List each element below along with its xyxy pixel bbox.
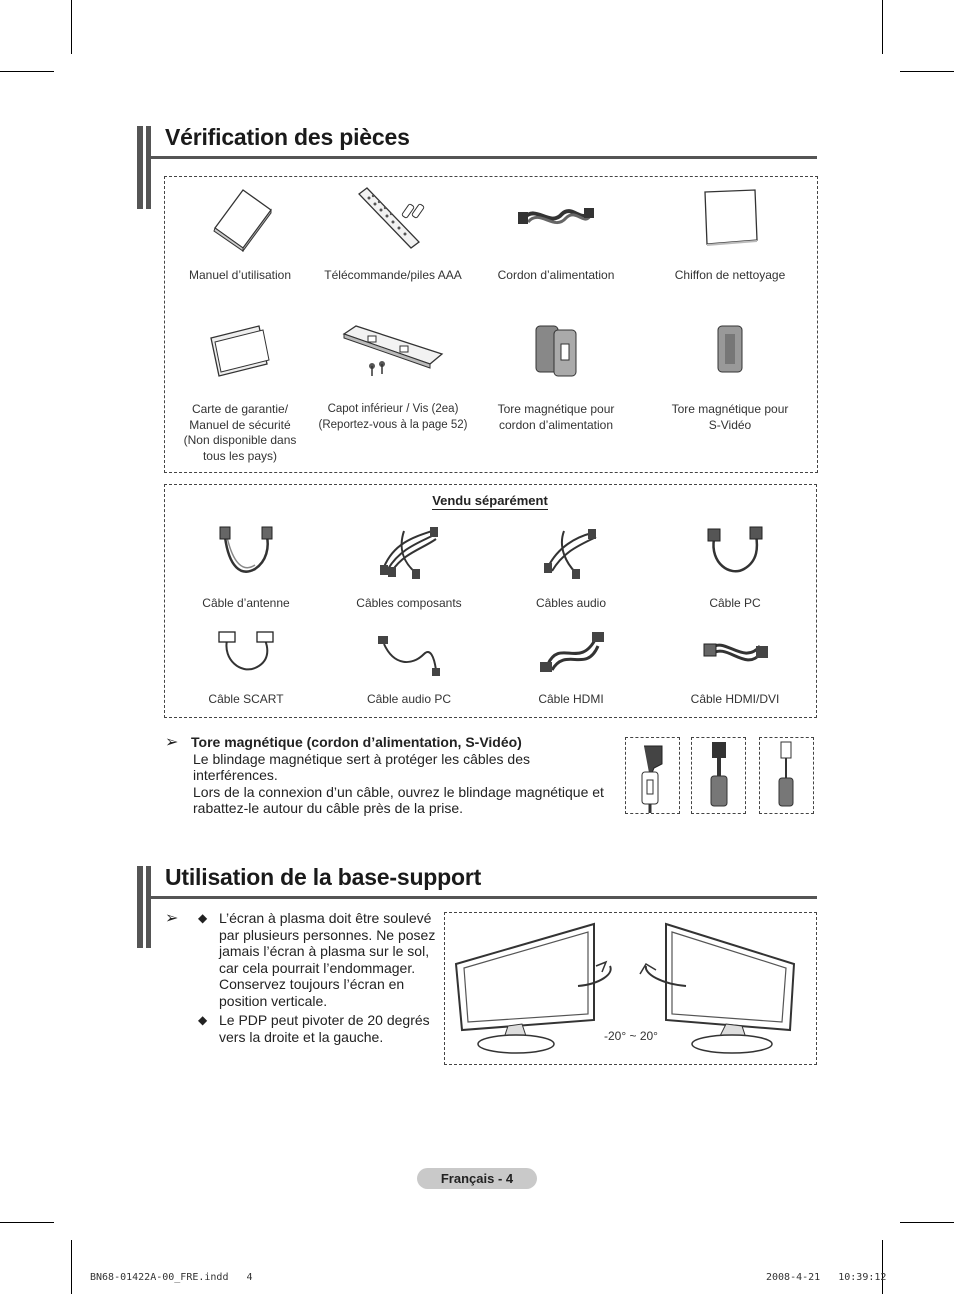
ferrite-note-line: Le blindage magnétique sert à protéger les câbles des: [193, 750, 530, 767]
file-slug: BN68-01422A-00_FRE.indd 4: [90, 1272, 253, 1283]
item-label-line: Tore magnétique pour: [671, 402, 789, 416]
item-label: Manuel d’utilisation: [188, 268, 292, 282]
ferrite-note-line: rabattez-le autour du câble près de la prise.: [193, 800, 464, 816]
item-warranty-card: [180, 320, 300, 464]
scart-cable-icon: [211, 626, 281, 678]
hdmi-dvi-cable-icon: [700, 626, 770, 678]
crop-mark: [882, 1240, 883, 1294]
bullet-diamond-icon: ◆: [198, 911, 208, 925]
antenna-cable-icon: [211, 523, 281, 581]
item-ferrite-power: [486, 320, 626, 433]
ferrite-illustration-box: [625, 737, 680, 814]
item-scart-cable: [186, 626, 306, 708]
crop-mark: [900, 71, 954, 72]
remote-icon: [353, 184, 433, 252]
item-label: Câble d’antenne: [202, 596, 290, 610]
ferrite-core-svideo-icon: [710, 320, 750, 382]
stand-note-2: [219, 1012, 439, 1045]
audio-cables-icon: [536, 523, 606, 581]
crop-mark: [900, 1222, 954, 1223]
power-cord-icon: [516, 184, 596, 252]
page-number-badge: Français - 4: [417, 1168, 537, 1189]
item-label-line: Manuel de sécurité: [189, 417, 291, 432]
cleaning-cloth-icon: [695, 184, 765, 252]
bullet-diamond-icon: ◆: [198, 1013, 208, 1027]
sold-separately-heading-text: Vendu séparément: [432, 493, 548, 508]
stand-note-line: Conservez toujours l’écran en: [219, 976, 405, 992]
warranty-card-icon: [205, 320, 275, 380]
ferrite-note-line: Lors de la connexion d’un câble, ouvrez le blindage magnétique et: [193, 783, 604, 800]
item-label-line: (Non disponible dans: [183, 433, 297, 447]
crop-mark: [882, 0, 883, 54]
ferrite-note-title: Tore magnétique (cordon d’alimentation, S-Vidéo): [191, 734, 522, 750]
item-label-line: S-Vidéo: [708, 417, 752, 432]
item-label: Câbles composants: [356, 596, 462, 610]
item-power-cord: [486, 184, 626, 284]
item-pc-cable: [670, 523, 800, 612]
ferrite-power-core-icon: [692, 738, 745, 813]
item-ferrite-svideo: [660, 320, 800, 433]
item-label: Câble SCART: [208, 692, 284, 706]
stand-note-line: car cela pourrait l’endommager.: [219, 959, 416, 976]
stand-cover-icon: [338, 320, 448, 380]
ferrite-power-plug-icon: [626, 738, 679, 813]
section-bar: [137, 126, 151, 209]
note-arrow-icon: ➢: [165, 910, 179, 927]
section-title-support: Utilisation de la base-support: [165, 864, 482, 890]
item-label: Câbles audio: [535, 596, 607, 610]
ferrite-illustration-box: [759, 737, 814, 814]
item-label: Chiffon de nettoyage: [674, 268, 786, 282]
crop-mark: [0, 1222, 54, 1223]
date-slug: 2008-4-21 10:39:12: [766, 1272, 887, 1283]
item-stand-cover: [318, 320, 468, 433]
crop-mark: [71, 1240, 72, 1294]
item-label: Cordon d’alimentation: [497, 268, 615, 282]
pc-cable-icon: [700, 523, 770, 581]
item-label: Câble audio PC: [366, 692, 452, 706]
stand-note-1: [219, 910, 439, 1009]
item-label-line: Capot inférieur / Vis (2ea): [327, 403, 459, 415]
section-rule: [151, 896, 817, 899]
item-component-cables: [344, 523, 474, 612]
stand-note-line: position verticale.: [219, 992, 328, 1009]
stand-note-line: vers la droite et la gauche.: [219, 1028, 384, 1045]
item-antenna-cable: [186, 523, 306, 612]
item-cleaning-cloth: [660, 184, 800, 284]
item-audio-cables: [506, 523, 636, 612]
manual-icon: [205, 184, 275, 252]
ferrite-core-power-icon: [526, 320, 586, 382]
ferrite-svideo-core-icon: [760, 738, 813, 813]
item-label-line: Tore magnétique pour: [497, 402, 615, 416]
stand-note-line: Le PDP peut pivoter de 20 degrés: [219, 1012, 430, 1028]
section-title-verification: Vérification des pièces: [165, 124, 410, 150]
stand-note-line: L’écran à plasma doit être soulevé: [219, 910, 432, 926]
section-rule: [151, 156, 817, 159]
item-label: Câble HDMI/DVI: [690, 692, 780, 706]
sold-separately-heading: [380, 493, 600, 508]
ferrite-illustration-box: [691, 737, 746, 814]
rotation-label: -20° ~ 20°: [604, 1029, 658, 1043]
ferrite-note-line: interférences.: [193, 767, 278, 783]
section-bar: [137, 866, 151, 948]
pc-audio-cable-icon: [374, 626, 444, 678]
ferrite-note: [191, 734, 616, 817]
item-label-line: cordon d’alimentation: [498, 417, 614, 432]
stand-note-line: par plusieurs personnes. Ne posez: [219, 926, 436, 943]
item-label-line: (Reportez-vous à la page 52): [318, 418, 468, 431]
hdmi-cable-icon: [536, 626, 606, 678]
crop-mark: [0, 71, 54, 72]
note-arrow-icon: ➢: [165, 734, 179, 751]
item-label: Câble PC: [709, 596, 761, 610]
item-label: Télécommande/piles AAA: [324, 268, 462, 282]
component-cables-icon: [374, 523, 444, 581]
item-hdmi-cable: [506, 626, 636, 708]
item-manual: [180, 184, 300, 284]
item-hdmi-dvi-cable: [670, 626, 800, 708]
crop-mark: [71, 0, 72, 54]
item-remote: [318, 184, 468, 284]
item-pc-audio-cable: [344, 626, 474, 708]
stand-note-line: jamais l’écran à plasma sur le sol,: [219, 943, 430, 959]
item-label-line: tous les pays): [202, 448, 278, 463]
item-label-line: Carte de garantie/: [191, 402, 289, 416]
item-label: Câble HDMI: [538, 692, 604, 706]
